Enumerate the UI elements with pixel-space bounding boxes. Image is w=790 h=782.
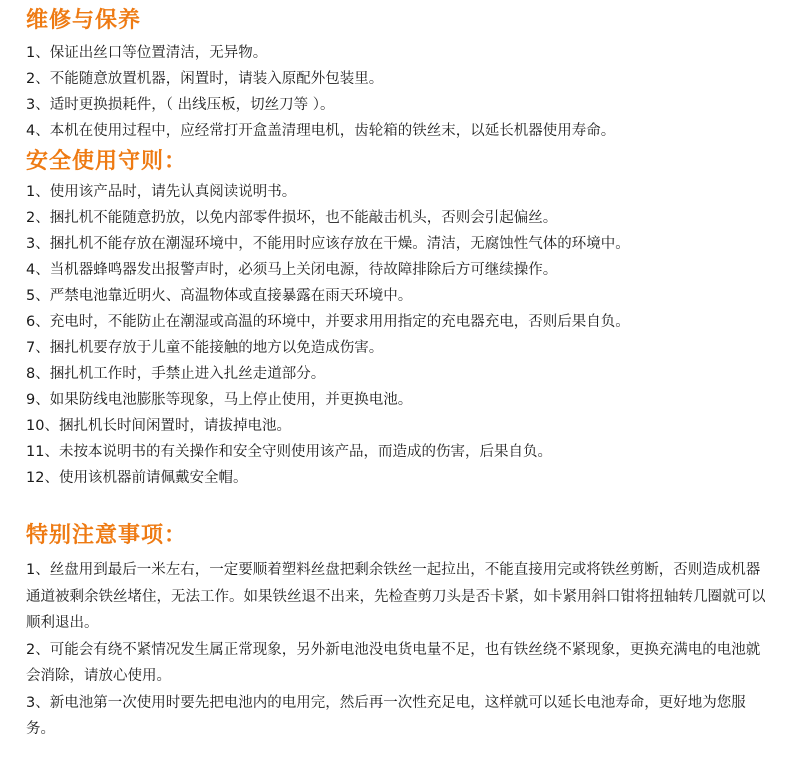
special-note-item: 3、新电池第一次使用时要先把电池内的电用完，然后再一次性充足电，这样就可以延长电池寿命，更好地为您服务。 [26,694,746,737]
safety-item: 4、当机器蜂鸣器发出报警声时，必须马上关闭电源，待故障排除后方可继续操作。 [26,262,558,278]
safety-item: 2、捆扎机不能随意扔放，以免内部零件损坏，也不能敲击机头，否则会引起偏丝。 [26,210,558,226]
safety-item: 9、如果防线电池膨胀等现象，马上停止使用，并更换电池。 [26,392,413,408]
safety-item: 6、充电时，不能防止在潮湿或高温的环境中，并要求用用指定的充电器充电，否则后果自负。 [26,314,630,330]
maintenance-list [26,40,786,144]
special-notes-title: 特别注意事项： [26,523,188,548]
safety-list [26,179,786,491]
safety-item: 7、捆扎机要存放于儿童不能接触的地方以免造成伤害。 [26,340,384,356]
maintenance-item: 1、保证出丝口等位置清洁，无异物。 [26,45,268,61]
maintenance-item: 4、本机在使用过程中，应经常打开盒盖清理电机，齿轮箱的铁丝末，以延长机器使用寿命。 [26,123,616,139]
safety-item: 3、捆扎机不能存放在潮湿环境中，不能用时应该存放在干燥。清洁，无腐蚀性气体的环境中。 [26,236,630,252]
safety-item: 5、严禁电池靠近明火、高温物体或直接暴露在雨天环境中。 [26,288,413,304]
safety-item: 8、捆扎机工作时，手禁止进入扎丝走道部分。 [26,366,326,382]
safety-item: 12、使用该机器前请佩戴安全帽。 [26,470,248,486]
special-note-item: 1、丝盘用到最后一米左右，一定要顺着塑料丝盘把剩余铁丝一起拉出，不能直接用完或将铁丝剪断，否则造成机器通道被剩余铁丝堵住，无法工作。如果铁丝退不出来，先检查剪刀头是否卡紧，如卡紧用斜口钳将扭轴转几圈就可以顺利退出。 [26,562,766,631]
maintenance-item: 2、不能随意放置机器，闲置时，请装入原配外包装里。 [26,71,384,87]
maintenance-item: 3、适时更换损耗件，（ 出线压板，切丝刀等 ）。 [26,97,335,113]
maintenance-title: 维修与保养 [26,8,142,33]
document-page [26,6,786,743]
safety-item: 11、未按本说明书的有关操作和安全守则使用该产品，而造成的伤害，后果自负。 [26,444,552,460]
special-notes-list [26,557,786,743]
safety-title: 安全使用守则： [26,149,188,174]
safety-item: 1、使用该产品时，请先认真阅读说明书。 [26,184,297,200]
safety-item: 10、捆扎机长时间闲置时，请拔掉电池。 [26,418,291,434]
special-note-item: 2、可能会有绕不紧情况发生属正常现象，另外新电池没电货电量不足，也有铁丝绕不紧现象，更换充满电的电池就会消除，请放心使用。 [26,641,761,684]
